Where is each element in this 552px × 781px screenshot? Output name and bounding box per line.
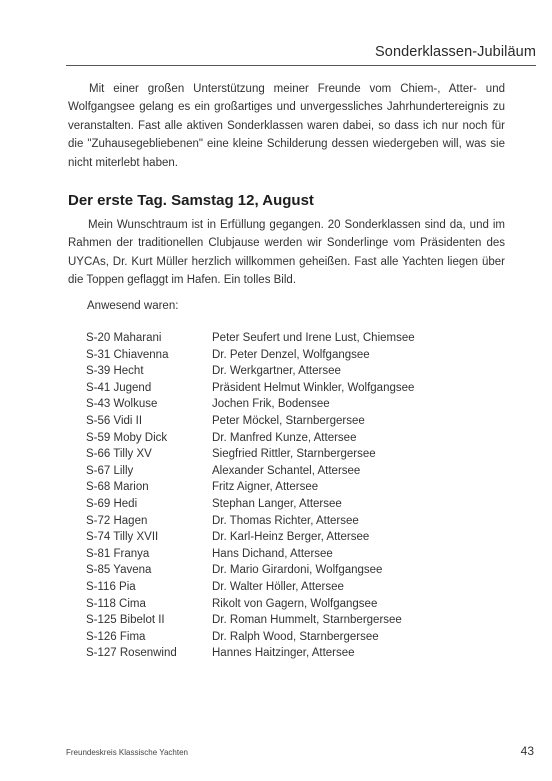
owner-name: Stephan Langer, Attersee <box>212 497 342 510</box>
boat-name: S-20 Maharani <box>86 332 162 344</box>
list-item <box>86 631 506 648</box>
list-item <box>86 564 506 581</box>
intro-paragraph: Mit einer großen Unterstützung meiner Freunde vom Chiem-, Atter- und Wolfgangsee gelang es ein großartiges und unvergessliches Jahrhundertereignis zu veranstalten. Fast alle aktiven Sonderklassen waren dabei, so dass ich nur noch für die "Zuhausegebliebenen" eine kleine Schilderung dessen wiedergeben will, was sie nicht miterlebt haben. <box>68 83 505 169</box>
list-item <box>86 515 506 532</box>
boat-name: S-74 Tilly XVII <box>86 531 159 544</box>
boat-name: S-43 Wolkuse <box>86 398 158 411</box>
list-item <box>86 481 506 498</box>
boat-name: S-66 Tilly XV <box>86 448 152 461</box>
boat-name: S-59 Moby Dick <box>86 431 168 444</box>
list-item <box>86 432 506 449</box>
boat-name: S-67 Lilly <box>86 464 134 477</box>
owner-name: Fritz Aigner, Attersee <box>212 481 319 494</box>
list-item <box>86 498 506 515</box>
list-item <box>86 614 506 631</box>
list-item <box>86 448 506 465</box>
owner-name: Dr. Karl-Heinz Berger, Attersee <box>212 531 370 544</box>
owner-name: Siegfried Rittler, Starnbergersee <box>212 448 376 461</box>
list-item <box>86 598 506 615</box>
list-item <box>86 382 506 399</box>
owner-name: Dr. Thomas Richter, Attersee <box>212 514 359 527</box>
page-number: 43 <box>520 744 534 758</box>
boat-name: S-69 Hedi <box>86 497 138 510</box>
boat-name: S-39 Hecht <box>86 365 144 378</box>
owner-name: Dr. Ralph Wood, Starnbergersee <box>212 630 379 643</box>
boat-name: S-125 Bibelot II <box>86 614 165 627</box>
owner-name: Dr. Mario Girardoni, Wolfgangsee <box>212 564 383 577</box>
owner-name: Hannes Haitzinger, Attersee <box>212 647 355 660</box>
boat-name: S-72 Hagen <box>86 514 148 527</box>
boat-name: S-31 Chiavenna <box>86 348 169 361</box>
section-heading: Der erste Tag. Samstag 12, August <box>68 192 314 209</box>
running-header-title: Sonderklassen-Jubiläum <box>375 44 536 60</box>
header-divider <box>66 65 536 66</box>
list-item <box>86 415 506 432</box>
owner-name: Präsident Helmut Winkler, Wolfgangsee <box>212 381 415 394</box>
owner-name: Peter Seufert und Irene Lust, Chiemsee <box>212 332 415 344</box>
owner-name: Peter Möckel, Starnbergersee <box>212 414 365 427</box>
owner-name: Dr. Manfred Kunze, Attersee <box>212 431 357 444</box>
owner-name: Dr. Roman Hummelt, Starnbergersee <box>212 614 402 627</box>
list-item <box>86 365 506 382</box>
attendance-label: Anwesend waren: <box>87 300 179 312</box>
list-item <box>86 531 506 548</box>
owner-name: Dr. Werkgartner, Attersee <box>212 365 341 378</box>
boat-name: S-127 Rosenwind <box>86 647 177 660</box>
list-item <box>86 548 506 565</box>
owner-name: Dr. Peter Denzel, Wolfgangsee <box>212 348 370 361</box>
boat-name: S-56 Vidi II <box>86 414 143 427</box>
list-item <box>86 465 506 482</box>
section-paragraph: Mein Wunschtraum ist in Erfüllung gegangen. 20 Sonderklassen sind da, und im Rahmen der traditionellen Clubjause werden wir Sonderlinge vom Präsidenten des UYCAs, Dr. Kurt Müller herzlich willkommen geheißen. Fast alle Yachten liegen über die Toppen geflaggt im Hafen. Ein tolles Bild. <box>68 219 505 287</box>
boat-name: S-68 Marion <box>86 481 149 494</box>
list-item <box>86 581 506 598</box>
boat-name: S-41 Jugend <box>86 381 152 394</box>
list-item <box>86 349 506 366</box>
list-item <box>86 647 506 664</box>
list-item <box>86 332 506 349</box>
owner-name: Alexander Schantel, Attersee <box>212 464 361 477</box>
boat-name: S-118 Cima <box>86 597 146 610</box>
boat-name: S-116 Pia <box>86 580 136 593</box>
list-item <box>86 398 506 415</box>
footer-publisher: Freundeskreis Klassische Yachten <box>66 748 188 757</box>
boat-name: S-126 Fima <box>86 630 146 643</box>
attendee-list <box>86 332 506 664</box>
owner-name: Rikolt von Gagern, Wolfgangsee <box>212 597 378 610</box>
owner-name: Hans Dichand, Attersee <box>212 547 333 560</box>
owner-name: Dr. Walter Höller, Attersee <box>212 580 344 593</box>
owner-name: Jochen Frik, Bodensee <box>212 398 330 411</box>
boat-name: S-81 Franya <box>86 547 150 560</box>
boat-name: S-85 Yavena <box>86 564 152 577</box>
